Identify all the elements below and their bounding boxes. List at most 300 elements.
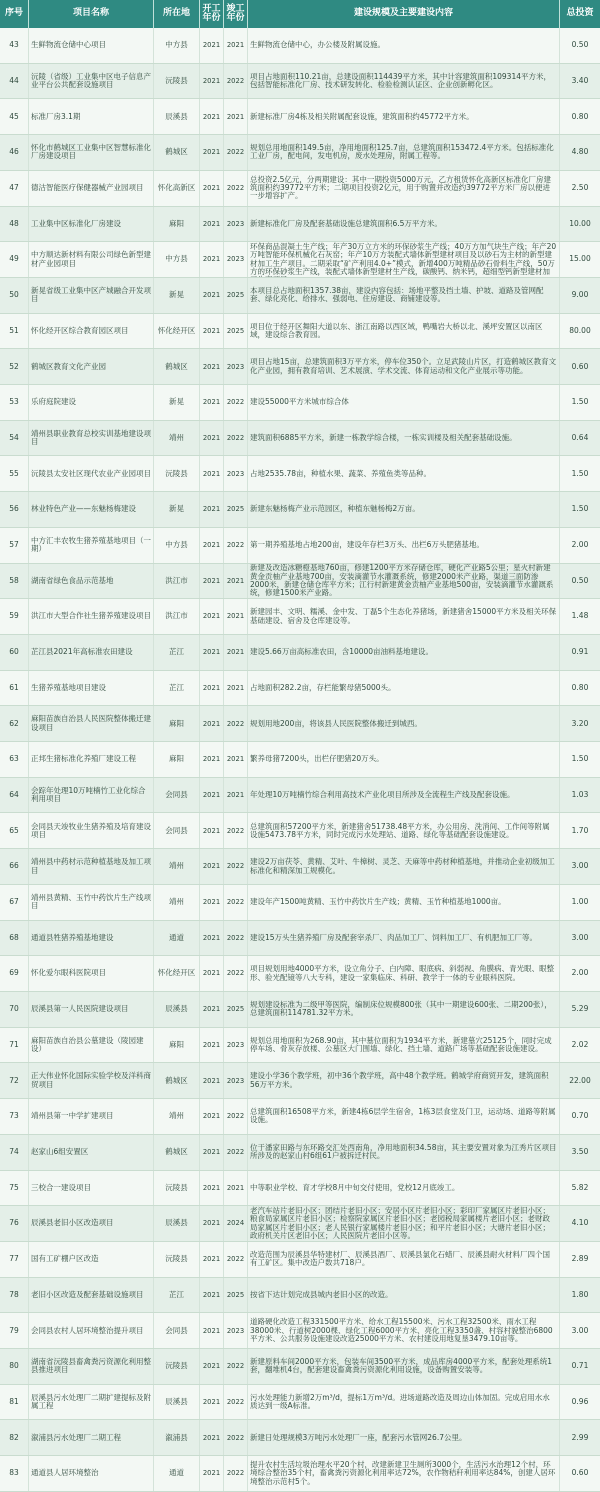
cell-project-name: 中方汇丰农牧生猪养殖基地项目（一期） xyxy=(29,528,154,563)
cell-end-year: 2022 xyxy=(224,956,248,991)
table-row xyxy=(0,456,600,492)
cell-location: 麻阳 xyxy=(154,742,200,777)
cell-investment: 1.50 xyxy=(571,468,589,478)
table-header xyxy=(0,0,600,28)
cell-end-year: 2025 xyxy=(224,1278,248,1313)
cell-location: 洪江市 xyxy=(154,564,200,599)
cell-content: 年处理10万吨楠竹综合利用高技术产业化项目所涉及全流程生产线及配套设施。 xyxy=(248,778,560,813)
cell-location: 中方县 xyxy=(154,242,200,277)
cell-no: 61 xyxy=(0,671,29,706)
cell-content: 规划建设标准为二级甲等医院，编制床位规模800张（其中一期建设600张、二期200张），总建筑面积114781.32平方米。 xyxy=(248,992,560,1027)
cell-no: 51 xyxy=(0,314,29,349)
cell-content: 第一期养殖基地占地200亩，建设年存栏3万头、出栏6万头肥猪基地。 xyxy=(248,528,560,563)
cell-investment: 0.80 xyxy=(571,111,589,121)
cell-content: 总投资2.5亿元，分两期建设：其中一期投资5000万元，乙方租赁怀化高新区标准化厂房建筑面积约39772平方米；二期项目投资2亿元，用于购置并改造约39772平方米厂房以便进一步增容扩产。 xyxy=(248,171,560,206)
table-row xyxy=(0,1028,600,1064)
cell-project-name: 生猪养殖基地项目建设 xyxy=(29,671,154,706)
cell-start-year: 2021 xyxy=(200,492,224,527)
table-row xyxy=(0,778,600,814)
cell-content: 改造范围为辰溪县华特建材厂、辰溪县酒厂、辰溪县氯化石蜡厂、辰溪县耐火材料厂四个国有工矿区。集中改造户数共718户。 xyxy=(248,1242,560,1277)
cell-no: 70 xyxy=(0,992,29,1027)
cell-end-year: 2021 xyxy=(224,671,248,706)
cell-investment: 3.20 xyxy=(571,718,589,728)
table-row xyxy=(0,135,600,171)
header-start-year: 开工年份 xyxy=(200,0,224,28)
cell-end-year: 2022 xyxy=(224,135,248,170)
cell-location: 辰溪县 xyxy=(154,99,200,134)
cell-start-year: 2021 xyxy=(200,921,224,956)
cell-location: 通道 xyxy=(154,1456,200,1491)
cell-project-name: 生鲜物流仓储中心项目 xyxy=(29,28,154,63)
cell-no: 62 xyxy=(0,706,29,741)
cell-location: 沅陵县 xyxy=(154,1349,200,1384)
cell-investment: 0.70 xyxy=(571,1111,589,1121)
table-row xyxy=(0,99,600,135)
cell-project-name: 正大伟业怀化国际实验学校及洋科商贸项目 xyxy=(29,1063,154,1098)
table-row xyxy=(0,1456,600,1492)
cell-end-year: 2023 xyxy=(224,349,248,384)
cell-no: 69 xyxy=(0,956,29,991)
table-row xyxy=(0,1135,600,1171)
cell-no: 57 xyxy=(0,528,29,563)
cell-content: 中等职业学校、育才学校8月中旬交付使用，党校12月底竣工。 xyxy=(248,1171,560,1206)
cell-end-year: 2022 xyxy=(224,528,248,563)
cell-no: 47 xyxy=(0,171,29,206)
cell-content: 建设2万亩茯苓、黄精、艾叶、牛樟树、灵芝、天麻等中药材种植基地，并推动企业初级加工标准化和精深加工规模化。 xyxy=(248,849,560,884)
header-content: 建设规模及主要建设内容 xyxy=(248,0,560,28)
cell-no: 71 xyxy=(0,1028,29,1063)
cell-end-year: 2022 xyxy=(224,1242,248,1277)
cell-location: 怀化经开区 xyxy=(154,956,200,991)
cell-content: 占地面积282.2亩，存栏能繁母猪5000头。 xyxy=(248,671,560,706)
cell-no: 83 xyxy=(0,1456,29,1491)
cell-investment: 1.50 xyxy=(571,504,589,514)
cell-start-year: 2021 xyxy=(200,778,224,813)
table-row xyxy=(0,706,600,742)
cell-content: 新建及改造冰糖橙基地760亩，修建1200平方米存储仓库，硬化产业路5公里；星火村新建黄金贡柚产业基地700亩，安装滴灌节水灌溉系统，修建2000米产业路，渠道三面防渗2000米，新建仓储仓库平方米；江行村新建黄金贡柚产业基地500亩，安装滴灌节水灌溉系统，修建1500米产业路。 xyxy=(248,564,560,599)
cell-no: 63 xyxy=(0,742,29,777)
cell-content: 总建筑面积16508平方米，新建4栋6层学生宿舍，1栋3层食堂及门卫，运动场、道路等附属设施。 xyxy=(248,1099,560,1134)
cell-investment: 2.89 xyxy=(571,1254,589,1264)
cell-location: 洪江市 xyxy=(154,599,200,634)
cell-start-year: 2021 xyxy=(200,278,224,313)
cell-content: 项目占地面积110.21亩，总建设面积114439平方米，其中计容建筑面积109314平方米，包括智能标准化厂房、技术研发转化、检验检测认证区、企业创新孵化区。 xyxy=(248,64,560,99)
table-row xyxy=(0,635,600,671)
cell-location: 靖州 xyxy=(154,885,200,920)
cell-investment: 0.96 xyxy=(571,1396,589,1406)
cell-no: 81 xyxy=(0,1385,29,1420)
cell-investment: 2.02 xyxy=(571,1039,589,1049)
cell-content: 新建标准化厂房及配套基础设施总建筑面积6.5万平方米。 xyxy=(248,207,560,242)
cell-end-year: 2022 xyxy=(224,64,248,99)
cell-start-year: 2021 xyxy=(200,528,224,563)
cell-no: 60 xyxy=(0,635,29,670)
cell-end-year: 2023 xyxy=(224,456,248,491)
cell-start-year: 2021 xyxy=(200,813,224,848)
cell-project-name: 林业特色产业——东魅杨梅建设 xyxy=(29,492,154,527)
cell-no: 54 xyxy=(0,421,29,456)
cell-start-year: 2021 xyxy=(200,956,224,991)
cell-location: 新晃 xyxy=(154,278,200,313)
cell-project-name: 麻阳苗族自治县公墓建设（陵园建设） xyxy=(29,1028,154,1063)
cell-end-year: 2022 xyxy=(224,1099,248,1134)
cell-investment: 0.64 xyxy=(571,432,589,442)
cell-project-name: 会同县农村人居环境整治提升项目 xyxy=(29,1313,154,1348)
cell-start-year: 2021 xyxy=(200,1313,224,1348)
cell-location: 鹤城区 xyxy=(154,349,200,384)
cell-project-name: 湖南省绿色食品示范基地 xyxy=(29,564,154,599)
cell-content: 道路硬化改造工程331500平方米、给水工程15500米、污水工程32500米、雨水工程38000米、行道树2000棵、绿化工程6000平方米、亮化工程3350盏、村容村貌整治6800平方米、公共服务设施建设改造25000平方米、农村建设用地复垦3479.10亩等。 xyxy=(248,1313,560,1348)
cell-content: 按省下达计划完成县城内老旧小区的改造。 xyxy=(248,1278,560,1313)
cell-no: 75 xyxy=(0,1171,29,1206)
cell-investment: 15.00 xyxy=(569,254,591,264)
cell-investment: 22.00 xyxy=(569,1075,591,1085)
cell-investment: 1.50 xyxy=(571,397,589,407)
cell-no: 56 xyxy=(0,492,29,527)
table-row xyxy=(0,64,600,100)
cell-content: 建设小学36个教学班，初中36个教学班，高中48个教学班。鹤城学府商贸开发，建筑面积56万平方米。 xyxy=(248,1063,560,1098)
cell-end-year: 2022 xyxy=(224,813,248,848)
cell-end-year: 2022 xyxy=(224,1135,248,1170)
cell-project-name: 中方顺达新材料有限公司绿色新型建材产业园项目 xyxy=(29,242,154,277)
table-row xyxy=(0,207,600,243)
header-location: 所在地 xyxy=(154,0,200,28)
cell-project-name: 怀化爱尔眼科医院项目 xyxy=(29,956,154,991)
cell-content: 建设15万头生猪养殖厂房及配套宰杀厂、肉品加工厂、饲料加工厂、有机肥加工厂等。 xyxy=(248,921,560,956)
cell-no: 48 xyxy=(0,207,29,242)
cell-investment: 0.60 xyxy=(571,1468,589,1478)
cell-project-name: 靖州县第一中学扩建项目 xyxy=(29,1099,154,1134)
cell-investment: 1.48 xyxy=(571,611,589,621)
cell-location: 中方县 xyxy=(154,28,200,63)
table-row xyxy=(0,742,600,778)
cell-content: 新建标准厂房4栋及相关附属配套设施，建筑面积约45772平方米。 xyxy=(248,99,560,134)
cell-no: 52 xyxy=(0,349,29,384)
cell-investment: 0.60 xyxy=(571,361,589,371)
cell-investment: 0.91 xyxy=(571,647,589,657)
cell-location: 会同县 xyxy=(154,778,200,813)
cell-start-year: 2021 xyxy=(200,135,224,170)
cell-location: 怀化高新区 xyxy=(154,171,200,206)
cell-no: 73 xyxy=(0,1099,29,1134)
table-row xyxy=(0,314,600,350)
cell-start-year: 2021 xyxy=(200,28,224,63)
cell-project-name: 溆浦县污水处理厂二期工程 xyxy=(29,1420,154,1455)
cell-end-year: 2022 xyxy=(224,1349,248,1384)
cell-end-year: 2022 xyxy=(224,1385,248,1420)
table-row xyxy=(0,528,600,564)
cell-project-name: 芷江县2021年高标准农田建设 xyxy=(29,635,154,670)
cell-location: 怀化经开区 xyxy=(154,314,200,349)
cell-investment: 5.29 xyxy=(571,1004,589,1014)
cell-location: 鹤城区 xyxy=(154,1135,200,1170)
table-row xyxy=(0,171,600,207)
cell-project-name: 新晃省级工业集中区产城融合开发项目 xyxy=(29,278,154,313)
cell-start-year: 2021 xyxy=(200,242,224,277)
cell-no: 43 xyxy=(0,28,29,63)
cell-end-year: 2022 xyxy=(224,849,248,884)
cell-location: 会同县 xyxy=(154,1313,200,1348)
cell-content: 提升农村生活垃圾治理水平20个村，改建新建卫生厕所3000个，生活污水治理12个村，环境综合整治35个村，畜禽粪污资源化利用率达72%，农作物秸秆利用率达84%，创建人居环境整治示范村5个。 xyxy=(248,1456,560,1491)
cell-end-year: 2022 xyxy=(224,1456,248,1491)
cell-location: 溆浦县 xyxy=(154,1420,200,1455)
cell-location: 新晃 xyxy=(154,385,200,420)
cell-location: 辰溪县 xyxy=(154,992,200,1027)
cell-start-year: 2021 xyxy=(200,1242,224,1277)
table-row xyxy=(0,599,600,635)
cell-end-year: 2021 xyxy=(224,599,248,634)
cell-project-name: 鹤城区教育文化产业园 xyxy=(29,349,154,384)
cell-location: 芷江 xyxy=(154,1278,200,1313)
cell-project-name: 德沽智能医疗保健器械产业园项目 xyxy=(29,171,154,206)
cell-content: 建设年产1500吨黄精、玉竹中药饮片生产线；黄精、玉竹种植基地1000亩。 xyxy=(248,885,560,920)
cell-investment: 10.00 xyxy=(569,218,591,228)
cell-location: 辰溪县 xyxy=(154,1385,200,1420)
header-end-year: 竣工年份 xyxy=(224,0,248,28)
cell-end-year: 2025 xyxy=(224,278,248,313)
cell-end-year: 2022 xyxy=(224,385,248,420)
cell-no: 64 xyxy=(0,778,29,813)
cell-no: 53 xyxy=(0,385,29,420)
cell-project-name: 正邦生猪标准化养殖厂建设工程 xyxy=(29,742,154,777)
cell-content: 老汽车站片老旧小区；团结片老旧小区；安居小区片老旧小区；彩印厂家属区片老旧小区；粮食局家属区片老旧小区；检察院家属区片老旧小区；老园税局家属楼片老旧小区；老财政局家属区片老旧小区；老人民银行家属楼片老旧小区；和平片老旧小区；大塘片老旧小区；政府机关片区老旧小区；人民医院片老旧小区等。 xyxy=(248,1206,560,1241)
cell-content: 建设55000平方米城市综合体 xyxy=(248,385,560,420)
cell-no: 66 xyxy=(0,849,29,884)
cell-start-year: 2021 xyxy=(200,1385,224,1420)
cell-project-name: 沅陵县太安社区现代农业产业园项目 xyxy=(29,456,154,491)
cell-start-year: 2021 xyxy=(200,1278,224,1313)
cell-end-year: 2021 xyxy=(224,564,248,599)
cell-investment: 2.00 xyxy=(571,540,589,550)
table-row xyxy=(0,671,600,707)
cell-end-year: 2022 xyxy=(224,171,248,206)
cell-investment: 3.00 xyxy=(571,1325,589,1335)
cell-content: 规划用地200亩，将该县人民医院整体搬迁到城西。 xyxy=(248,706,560,741)
cell-no: 82 xyxy=(0,1420,29,1455)
cell-content: 繁养母猪7200头，出栏仔肥猪20万头。 xyxy=(248,742,560,777)
cell-end-year: 2022 xyxy=(224,706,248,741)
cell-location: 中方县 xyxy=(154,528,200,563)
cell-investment: 5.82 xyxy=(571,1182,589,1192)
cell-no: 77 xyxy=(0,1242,29,1277)
cell-content: 建设5.66万亩高标准农田，含10000亩油料基地建设。 xyxy=(248,635,560,670)
cell-start-year: 2021 xyxy=(200,742,224,777)
cell-project-name: 靖州县黄精、玉竹中药饮片生产线项目 xyxy=(29,885,154,920)
cell-no: 67 xyxy=(0,885,29,920)
cell-no: 79 xyxy=(0,1313,29,1348)
cell-location: 新晃 xyxy=(154,492,200,527)
cell-investment: 2.99 xyxy=(571,1432,589,1442)
cell-investment: 80.00 xyxy=(569,325,591,335)
cell-no: 68 xyxy=(0,921,29,956)
cell-no: 50 xyxy=(0,278,29,313)
cell-investment: 1.03 xyxy=(571,789,589,799)
cell-no: 44 xyxy=(0,64,29,99)
cell-location: 会同县 xyxy=(154,813,200,848)
cell-content: 规划总用地面积为268.90亩，其中墓位面积为1934平方米，新建墓穴25125个，同时完成停车场、骨灰存放楼、公墓区大门围墙、绿化、挡土墙、道路广场等基础配套设施建设。 xyxy=(248,1028,560,1063)
cell-end-year: 2022 xyxy=(224,885,248,920)
cell-project-name: 辰溪县污水处理厂二期扩建提标及附属工程 xyxy=(29,1385,154,1420)
cell-project-name: 三校合一建设项目 xyxy=(29,1171,154,1206)
cell-end-year: 2025 xyxy=(224,314,248,349)
cell-no: 46 xyxy=(0,135,29,170)
cell-location: 芷江 xyxy=(154,635,200,670)
table-row xyxy=(0,1420,600,1456)
cell-start-year: 2021 xyxy=(200,599,224,634)
cell-start-year: 2021 xyxy=(200,671,224,706)
cell-investment: 1.50 xyxy=(571,754,589,764)
cell-content: 占地2535.78亩，种植水果、蔬菜、养殖鱼类等品种。 xyxy=(248,456,560,491)
cell-start-year: 2021 xyxy=(200,1206,224,1241)
table-row xyxy=(0,492,600,528)
table-row xyxy=(0,421,600,457)
cell-project-name: 会同县天竣牧业生猪养殖及培育建设项目 xyxy=(29,813,154,848)
cell-project-name: 怀化经开区综合教育园区项目 xyxy=(29,314,154,349)
cell-location: 沅陵县 xyxy=(154,1171,200,1206)
cell-start-year: 2021 xyxy=(200,207,224,242)
cell-project-name: 国有工矿棚户区改造 xyxy=(29,1242,154,1277)
cell-location: 沅陵县 xyxy=(154,64,200,99)
cell-project-name: 乐府庭院建设 xyxy=(29,385,154,420)
cell-end-year: 2022 xyxy=(224,921,248,956)
cell-start-year: 2021 xyxy=(200,171,224,206)
cell-project-name: 会踪年处理10万吨楠竹工业化综合利用项目 xyxy=(29,778,154,813)
cell-location: 麻阳 xyxy=(154,207,200,242)
cell-location: 沅陵县 xyxy=(154,456,200,491)
table-row xyxy=(0,1385,600,1421)
table-row xyxy=(0,885,600,921)
cell-content: 新建原料车间2000平方米，包装车间3500平方米，成品库房4000平方米，配套处理系统1套，翻堆机4台，配套建设畜禽粪污资源化利用设施，设备购置安装等。 xyxy=(248,1349,560,1384)
cell-investment: 0.50 xyxy=(571,575,589,585)
cell-investment: 2.50 xyxy=(571,183,589,193)
cell-content: 新建日处理规模3万吨污水处理厂一座，配套污水管网26.7公里。 xyxy=(248,1420,560,1455)
cell-content: 建筑面积6885平方米，新建一栋教学综合楼，一栋实训楼及相关配套基础设施。 xyxy=(248,421,560,456)
cell-project-name: 湖南省沅陵县畜禽粪污资源化利用整县推进项目 xyxy=(29,1349,154,1384)
cell-project-name: 沅陵（省级）工业集中区电子信息产业平台公共配套设施项目 xyxy=(29,64,154,99)
table-row xyxy=(0,564,600,600)
table-row xyxy=(0,992,600,1028)
cell-no: 76 xyxy=(0,1206,29,1241)
cell-location: 通道 xyxy=(154,921,200,956)
cell-start-year: 2021 xyxy=(200,992,224,1027)
cell-no: 49 xyxy=(0,242,29,277)
cell-start-year: 2021 xyxy=(200,849,224,884)
cell-end-year: 2021 xyxy=(224,778,248,813)
cell-project-name: 通道县牲猪养殖基地建设 xyxy=(29,921,154,956)
table-row xyxy=(0,921,600,957)
cell-project-name: 赵家山6组安置区 xyxy=(29,1135,154,1170)
table-row xyxy=(0,1313,600,1349)
table-row xyxy=(0,349,600,385)
header-no: 序号 xyxy=(0,0,29,28)
cell-start-year: 2021 xyxy=(200,349,224,384)
cell-investment: 1.70 xyxy=(571,825,589,835)
table-row xyxy=(0,1171,600,1207)
cell-location: 鹤城区 xyxy=(154,135,200,170)
cell-start-year: 2021 xyxy=(200,1028,224,1063)
cell-investment: 3.40 xyxy=(571,75,589,85)
table-row xyxy=(0,1349,600,1385)
cell-project-name: 标准厂房3.1期 xyxy=(29,99,154,134)
cell-end-year: 2023 xyxy=(224,1063,248,1098)
cell-start-year: 2021 xyxy=(200,1456,224,1491)
cell-content: 项目占地15亩，总建筑面积3万平方米，停车位350个。立足武陵山片区，打造鹤城区教育文化产业园，拥有教育培训、艺术展演、学术交流、体育运动和文化产业展示等功能。 xyxy=(248,349,560,384)
cell-content: 项目位于经开区舞阳大道以东、浙江南路以西区域，鸭嘴岩大桥以北、溪坪安置区以南区域，建设综合教育园。 xyxy=(248,314,560,349)
cell-location: 靖州 xyxy=(154,849,200,884)
cell-project-name: 靖州县职业教育总校实训基地建设项目 xyxy=(29,421,154,456)
table-row xyxy=(0,1278,600,1314)
cell-location: 麻阳 xyxy=(154,1028,200,1063)
cell-no: 58 xyxy=(0,564,29,599)
table-body xyxy=(0,28,600,1492)
cell-start-year: 2021 xyxy=(200,885,224,920)
cell-start-year: 2021 xyxy=(200,314,224,349)
cell-location: 鹤城区 xyxy=(154,1063,200,1098)
cell-start-year: 2021 xyxy=(200,64,224,99)
cell-start-year: 2021 xyxy=(200,1135,224,1170)
cell-content: 规划总用地面积149.5亩，净用地面积125.7亩，总建筑面积153472.4平方米。包括标准化工业厂房，配电间，发电机房，废水处理房，附属工程等。 xyxy=(248,135,560,170)
cell-no: 55 xyxy=(0,456,29,491)
cell-investment: 2.00 xyxy=(571,968,589,978)
cell-investment: 3.00 xyxy=(571,932,589,942)
cell-content: 位于潘家田路与东环路交汇处西南角，净用地面积34.58亩，其主要安置对象为江秀片区项目所涉及的赵家山村6组61户被拆迁村民。 xyxy=(248,1135,560,1170)
table-row xyxy=(0,1063,600,1099)
cell-end-year: 2021 xyxy=(224,1171,248,1206)
cell-location: 麻阳 xyxy=(154,706,200,741)
cell-location: 靖州 xyxy=(154,421,200,456)
cell-end-year: 2021 xyxy=(224,635,248,670)
cell-investment: 1.80 xyxy=(571,1289,589,1299)
cell-start-year: 2021 xyxy=(200,421,224,456)
cell-end-year: 2021 xyxy=(224,28,248,63)
cell-end-year: 2025 xyxy=(224,492,248,527)
cell-end-year: 2023 xyxy=(224,207,248,242)
cell-end-year: 2023 xyxy=(224,1313,248,1348)
cell-end-year: 2021 xyxy=(224,742,248,777)
cell-investment: 3.00 xyxy=(571,861,589,871)
cell-project-name: 通道县人居环境整治 xyxy=(29,1456,154,1491)
cell-no: 80 xyxy=(0,1349,29,1384)
cell-end-year: 2024 xyxy=(224,1206,248,1241)
cell-project-name: 老旧小区改造及配套基础设施项目 xyxy=(29,1278,154,1313)
cell-investment: 1.00 xyxy=(571,897,589,907)
cell-start-year: 2021 xyxy=(200,456,224,491)
cell-no: 59 xyxy=(0,599,29,634)
cell-start-year: 2021 xyxy=(200,1420,224,1455)
cell-start-year: 2021 xyxy=(200,1063,224,1098)
cell-location: 沅陵县 xyxy=(154,1242,200,1277)
cell-no: 78 xyxy=(0,1278,29,1313)
cell-project-name: 靖州县中药材示范种植基地及加工项目 xyxy=(29,849,154,884)
cell-end-year: 2022 xyxy=(224,421,248,456)
table-row xyxy=(0,1099,600,1135)
cell-investment: 0.71 xyxy=(571,1361,589,1371)
cell-end-year: 2023 xyxy=(224,242,248,277)
cell-start-year: 2021 xyxy=(200,1349,224,1384)
table-row xyxy=(0,278,600,314)
cell-investment: 3.50 xyxy=(571,1147,589,1156)
header-investment: 总投资 xyxy=(566,8,594,19)
cell-project-name: 麻阳苗族自治县人民医院整体搬迁建设项目 xyxy=(29,706,154,741)
cell-no: 45 xyxy=(0,99,29,134)
table-row xyxy=(0,813,600,849)
cell-project-name: 工业集中区标准化厂房建设 xyxy=(29,207,154,242)
cell-start-year: 2021 xyxy=(200,1171,224,1206)
cell-start-year: 2021 xyxy=(200,706,224,741)
cell-start-year: 2021 xyxy=(200,1099,224,1134)
cell-no: 74 xyxy=(0,1135,29,1170)
cell-location: 靖州 xyxy=(154,1099,200,1134)
